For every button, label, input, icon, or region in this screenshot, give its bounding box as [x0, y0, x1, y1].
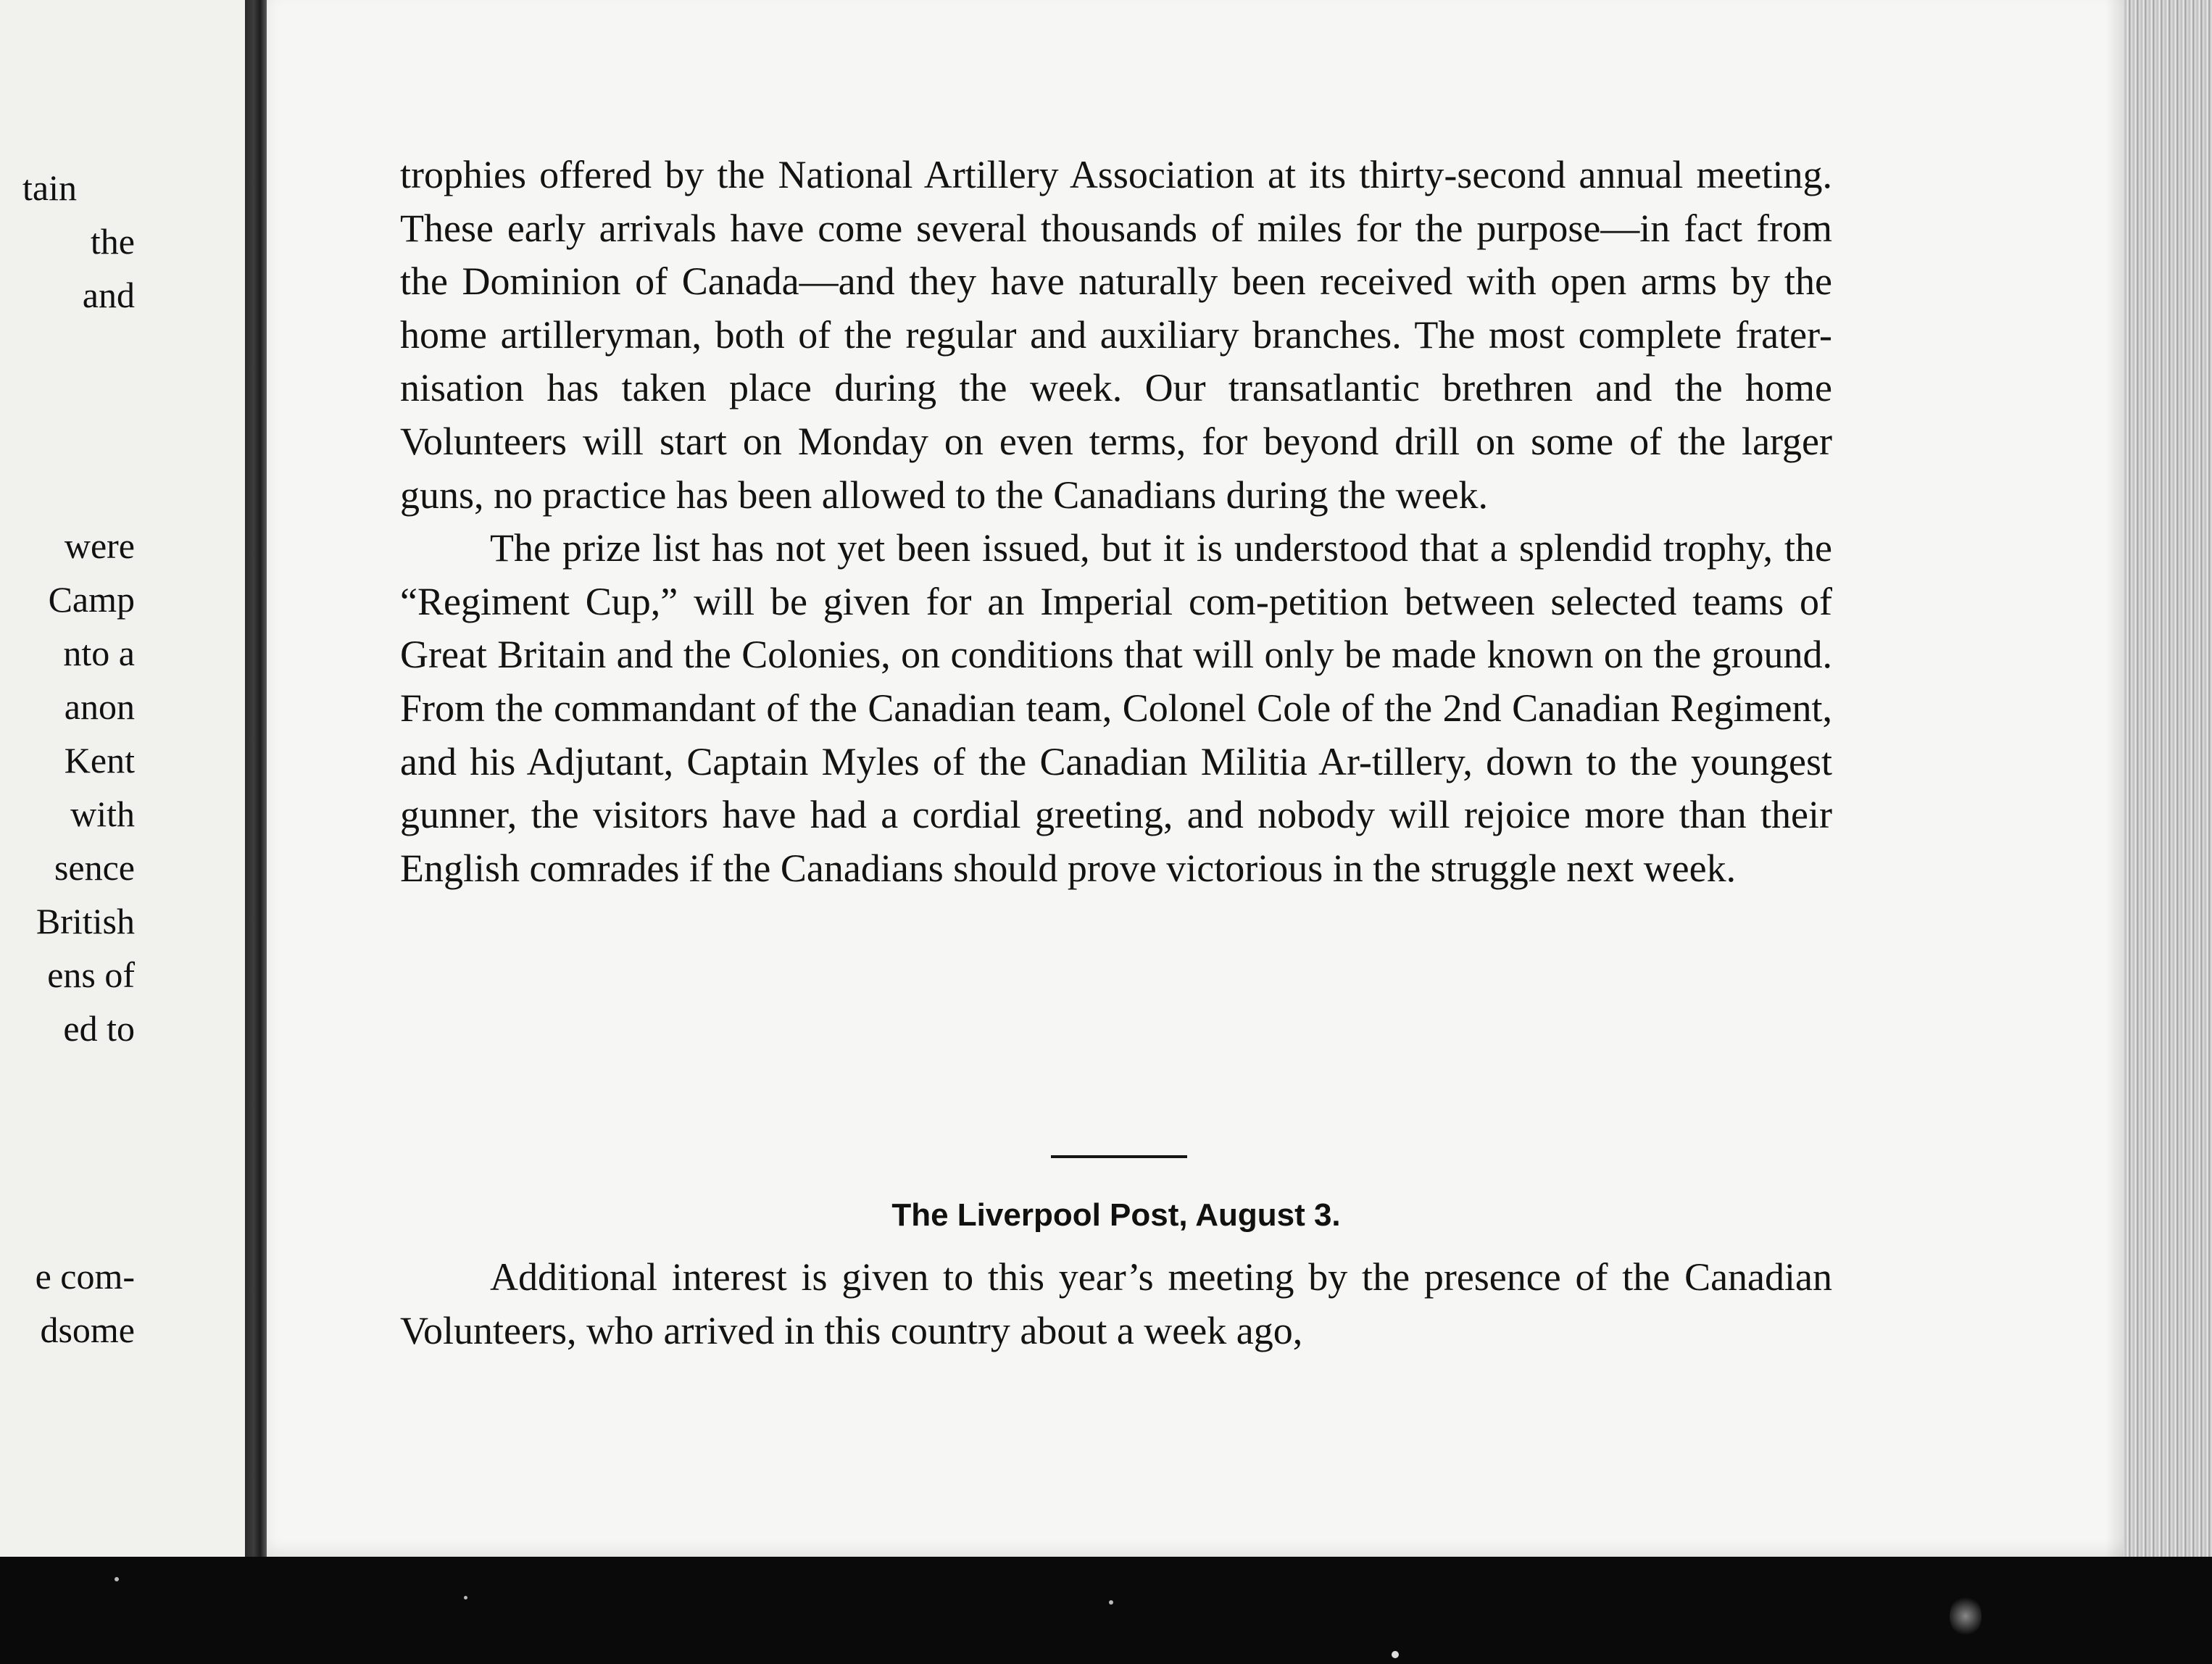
section-divider — [1051, 1155, 1187, 1158]
page-edges — [2124, 0, 2212, 1594]
left-fragment: ed to — [63, 1008, 135, 1049]
left-fragment: Camp — [48, 579, 135, 620]
paragraph-3: Additional interest is given to this year’s meeting by the presence of the Canadian Volunteers, who arrived in this country about a week ago, — [400, 1255, 1832, 1352]
left-fragment: the — [90, 221, 135, 262]
scan-specks — [0, 1557, 2212, 1664]
paragraph-2: The prize list has not yet been issued, but it is understood that a splendid trophy, the “Regiment Cup,” will be given for an Imperial com-petition between selected teams of Great Britain and the Colonies, on conditions that will only be made known on the ground. From the commandant of the Canadian team, Colonel Cole of the 2nd Canadian Regiment, and his Adjutant, Captain Myles of the Canadian Militia Ar-tillery, down to the youngest gunner, the visitors have had a cordial greeting, and nobody will rejoice more than their English comrades if the Canadians should prove victorious in the struggle next week. — [400, 526, 1832, 890]
left-fragment: tain — [22, 167, 77, 208]
article-body-continued — [400, 1251, 1832, 1357]
left-fragment: Kent — [64, 740, 135, 781]
left-fragment: ens of — [47, 954, 135, 995]
left-fragment: nto a — [63, 633, 135, 673]
left-page — [0, 0, 252, 1557]
left-fragment: anon — [64, 686, 135, 727]
left-fragment: were — [64, 525, 135, 566]
left-fragment: British — [36, 901, 135, 941]
left-page-text — [0, 0, 252, 1557]
left-fragment: and — [82, 275, 135, 315]
left-fragment: with — [70, 794, 135, 834]
left-fragment: dsome — [40, 1310, 135, 1350]
left-fragment: sence — [54, 847, 135, 888]
book-spine — [245, 0, 267, 1560]
left-fragment: e com- — [35, 1256, 135, 1297]
paragraph-1: trophies offered by the National Artillery Association at its thirty-second annual meeting. These early arrivals have come several thousands of miles for the purpose—in fact from the Dominion of Canada—and they have naturally been received with open arms by the home artilleryman, both of the regular and auxiliary branches. The most complete frater-nisation has taken place during the week. Our transatlantic brethren and the home Volunteers will start on Monday on even terms, for beyond drill on some of the larger guns, no practice has been allowed to the Canadians during the week. — [400, 153, 1832, 517]
article-body — [400, 149, 1832, 895]
section-heading: The Liverpool Post, August 3. — [891, 1197, 1341, 1233]
